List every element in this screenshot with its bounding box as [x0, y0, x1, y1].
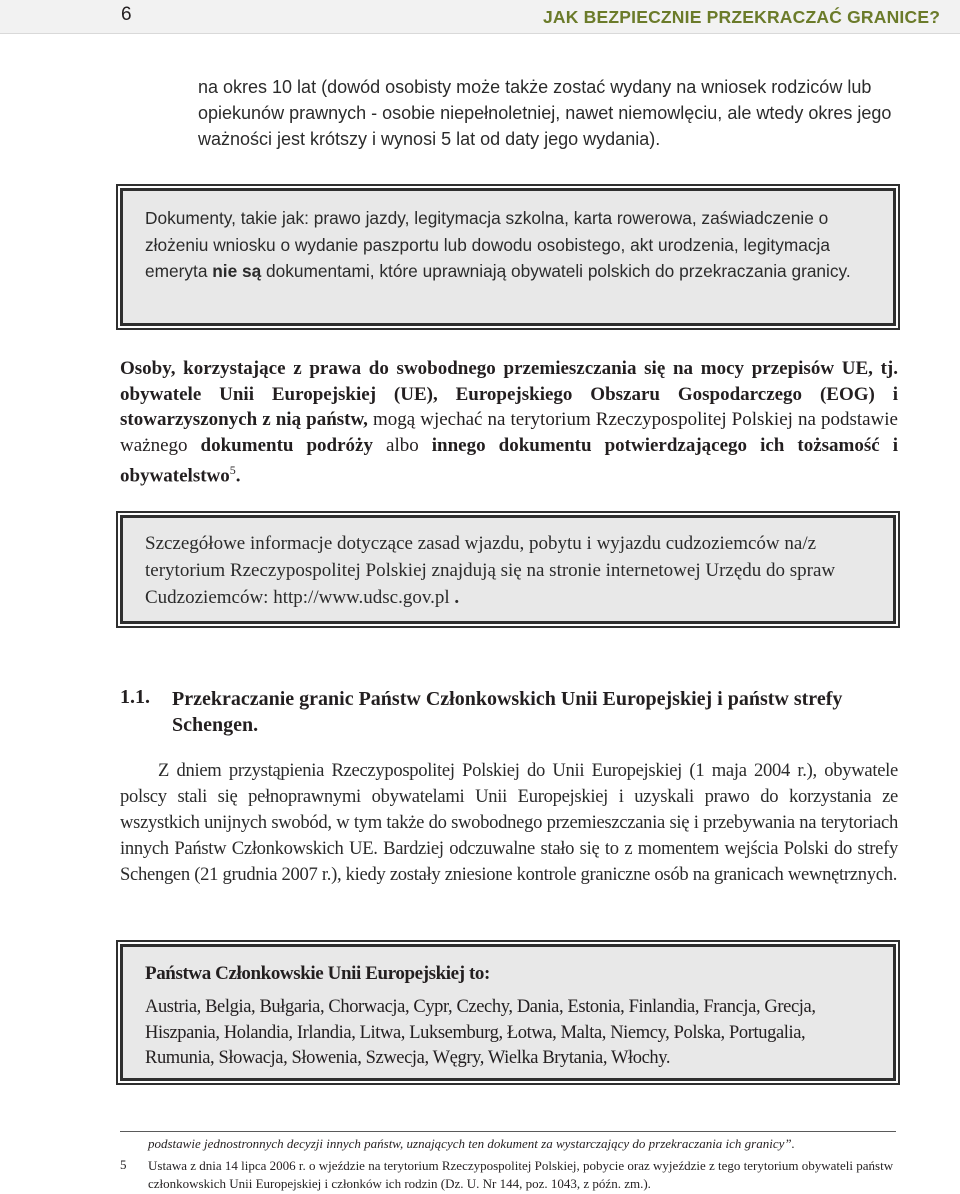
documents-text-after: dokumentami, które uprawniają obywateli polskich do przekraczania granicy. — [261, 261, 851, 281]
page-number: 6 — [121, 4, 132, 25]
eu-normal-2: albo — [373, 434, 432, 456]
info-text-end: . — [449, 587, 460, 608]
member-states-list: Austria, Belgia, Bułgaria, Chorwacja, Cypr, Czechy, Dania, Estonia, Finlandia, Francja, Grecja, Hiszpania, Holandia, Irlandia, Litwa, Luksemburg, Łotwa, Malta, Niemcy, Polska, Portugalia, Rumunia, Słowacja, Słowenia, Szwecja, Węgry, Wielka Brytania, Włochy. — [145, 997, 816, 1068]
eu-bold-3: innego dokumentu potwierdzającego ich tożsamość i obywatelstwo — [120, 434, 898, 487]
member-states-box — [120, 944, 896, 1081]
eu-normal-1: mogą wjechać na terytorium Rzeczypospolitej Polskiej na podstawie ważnego — [120, 409, 898, 456]
page-header — [0, 0, 960, 34]
section-title: Przekraczanie granic Państw Członkowskich Unii Europejskiej i państw strefy Schengen. — [172, 688, 843, 736]
eu-bold-2: dokumentu podróży — [200, 434, 373, 456]
footnote-reference[interactable]: 5 — [229, 463, 236, 477]
intro-paragraph: na okres 10 lat (dowód osobisty może także zostać wydany na wniosek rodziców lub opiekunów prawnych - osobie niepełnoletniej, nawet niemowlęciu, ale wtedy okres jego ważności jest krótszy i wynosi 5 lat od daty jego wydania). — [198, 77, 892, 149]
documents-text-before: Dokumenty, takie jak: prawo jazdy, legitymacja szkolna, karta rowerowa, zaświadczenie o złożeniu wniosku o wydanie paszportu lub dowodu osobistego, akt urodzenia, legitymacja emeryta — [145, 208, 830, 281]
info-box — [120, 515, 896, 624]
footnote-text: Ustawa z dnia 14 lipca 2006 r. o wjeździe na terytorium Rzeczypospolitej Polskiej, pobycie oraz wyjeździe z tego terytorium obywateli państw członkowskich Unii Europejskiej i członków ich rodzin (Dz. U. Nr 144, poz. 1043, z późn. zm.). — [148, 1158, 894, 1191]
documents-emphasis: nie są — [212, 261, 262, 281]
running-title: JAK BEZPIECZNIE PRZEKRACZAĆ GRANICE? — [543, 7, 941, 27]
footnote-continuation: podstawie jednostronnych decyzji innych państw, uznających ten dokument za wystarczający do przekraczania ich granicy”. — [148, 1136, 795, 1151]
section-number: 1.1. — [120, 686, 150, 708]
eu-citizens-paragraph — [120, 356, 898, 489]
footnote-mark: 5 — [120, 1157, 127, 1172]
documents-notice-box — [120, 188, 896, 326]
info-text-body: Szczegółowe informacje dotyczące zasad wjazdu, pobytu i wyjazdu cudzoziemców na/z terytorium Rzeczypospolitej Polskiej znajdują się na stronie internetowej Urzędu do spraw Cudzoziemców: http://www.udsc.gov.pl — [145, 533, 836, 608]
eu-end: . — [235, 465, 241, 487]
footnote-divider — [120, 1131, 896, 1132]
member-states-title: Państwa Członkowskie Unii Europejskiej to: — [145, 963, 490, 984]
documents-notice-text — [145, 205, 873, 285]
info-text — [145, 530, 873, 611]
schengen-paragraph: Z dniem przystąpienia Rzeczypospolitej Polskiej do Unii Europejskiej (1 maja 2004 r.), obywatele polscy stali się pełnoprawnymi obywatelami Unii Europejskiej i uzyskali prawo do korzystania ze wszystkich unijnych swobód, w tym także do swobodnego przemieszczania się i przebywania na terytoriach innych Państw Członkowskich UE. Bardziej odczuwalne stało się to z momentem wejścia Polski do strefy Schengen (21 grudnia 2007 r.), kiedy zostały zniesione kontrole graniczne osób na granicach wewnętrznych. — [120, 760, 898, 885]
eu-bold-1: Osoby, korzystające z prawa do swobodnego przemieszczania się na mocy przepisów UE, tj. obywatele Unii Europejskiej (UE), Europejskiego Obszaru Gospodarczego (EOG) i stowarzyszonych z nią państw, — [120, 358, 898, 430]
